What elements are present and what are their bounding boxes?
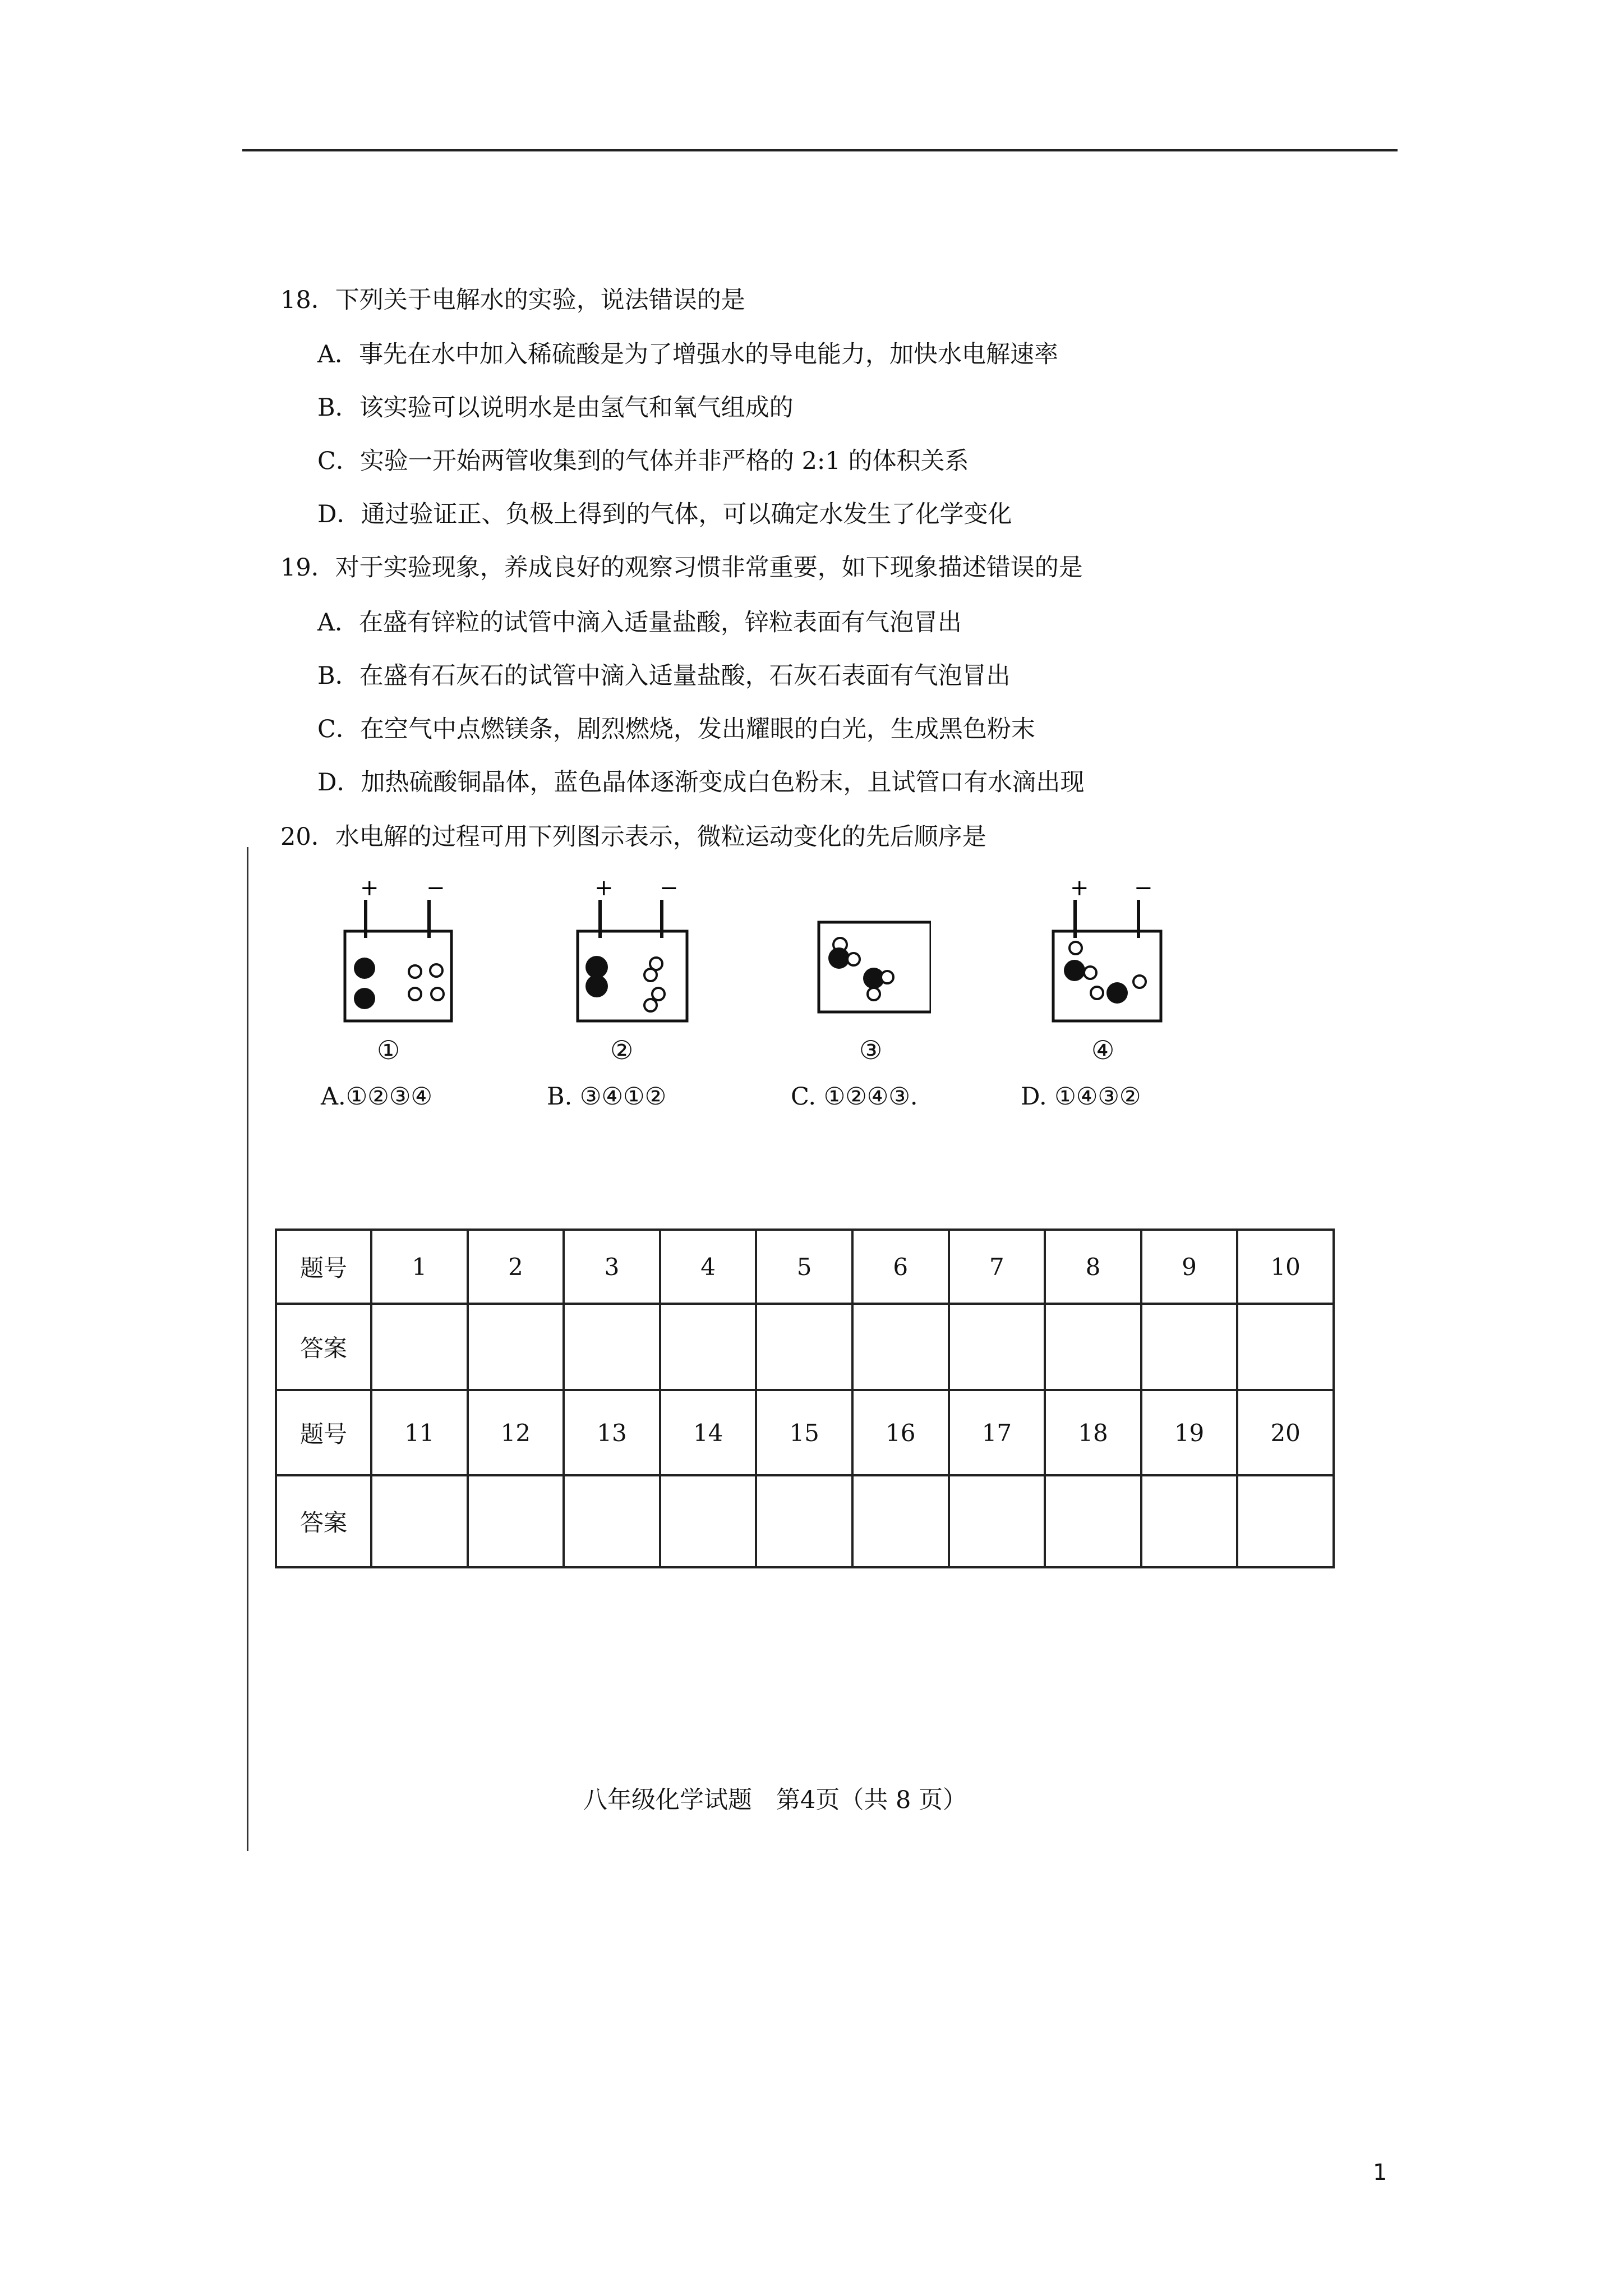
answer-cell[interactable] [1237, 1475, 1334, 1567]
question-20-option-a: A.①②③④ [321, 1083, 432, 1111]
answer-cell[interactable] [468, 1304, 564, 1390]
question-20-stem: 20．水电解的过程可用下列图示表示，微粒运动变化的先后顺序是 [280, 823, 986, 851]
question-19-option-d: D．加热硫酸铜晶体，蓝色晶体逐渐变成白色粉末，且试管口有水滴出现 [317, 769, 1085, 797]
question-19-option-b: B．在盛有石灰石的试管中滴入适量盐酸，石灰石表面有气泡冒出 [317, 662, 1011, 690]
diagram-4-label: ④ [1091, 1035, 1115, 1065]
answer-cell[interactable] [564, 1304, 660, 1390]
question-number-cell: 1 [371, 1230, 468, 1304]
diagram-2-plus-sign: + [594, 875, 614, 901]
question-20-option-c: C. ①②④③. [791, 1083, 918, 1111]
diagram-4-plus-sign: + [1070, 875, 1089, 901]
electrolysis-diagrams [314, 875, 1211, 1077]
diagram-4 [1021, 875, 1166, 1065]
question-number-cell: 5 [756, 1230, 852, 1304]
diagram-2-svg [550, 875, 695, 1027]
diagram-1-plus-sign: + [360, 875, 379, 901]
diagram-1-minus-sign: − [426, 875, 445, 901]
answer-cell[interactable] [852, 1475, 949, 1567]
question-number-cell: 2 [468, 1230, 564, 1304]
answer-cell[interactable] [660, 1304, 757, 1390]
question-number-cell: 17 [949, 1390, 1045, 1475]
question-19-option-c: C．在空气中点燃镁条，剧烈燃烧，发出耀眼的白光，生成黑色粉末 [317, 715, 1035, 743]
question-number-cell: 12 [468, 1390, 564, 1475]
table-row-numbers-2 [276, 1390, 1334, 1475]
row-header-question-number: 题号 [276, 1230, 371, 1304]
question-number-cell: 7 [949, 1230, 1045, 1304]
question-number-cell: 6 [852, 1230, 949, 1304]
answer-cell[interactable] [756, 1304, 852, 1390]
question-number-cell: 15 [756, 1390, 852, 1475]
answer-cell[interactable] [949, 1475, 1045, 1567]
diagram-1-svg [314, 875, 460, 1027]
page-footer: 八年级化学试题 第4页（共 8 页） [583, 1786, 967, 1814]
answer-cell[interactable] [371, 1475, 468, 1567]
question-18-option-c: C．实验一开始两管收集到的气体并非严格的 2:1 的体积关系 [317, 447, 969, 475]
table-row-answers-1 [276, 1304, 1334, 1390]
top-rule [242, 149, 1398, 151]
question-number-cell: 3 [564, 1230, 660, 1304]
question-number-cell: 11 [371, 1390, 468, 1475]
answer-cell[interactable] [949, 1304, 1045, 1390]
question-18-option-b: B．该实验可以说明水是由氢气和氧气组成的 [317, 394, 794, 422]
diagram-2-minus-sign: − [660, 875, 679, 901]
answer-table [275, 1228, 1335, 1568]
question-number-cell: 14 [660, 1390, 757, 1475]
question-18-option-a: A．事先在水中加入稀硫酸是为了增强水的导电能力，加快水电解速率 [317, 341, 1059, 369]
row-header-answer: 答案 [276, 1304, 371, 1390]
diagram-4-minus-sign: − [1134, 875, 1153, 901]
diagram-2 [550, 875, 695, 1065]
question-number-cell: 8 [1045, 1230, 1141, 1304]
diagram-3-label: ③ [859, 1035, 883, 1065]
answer-cell[interactable] [1045, 1475, 1141, 1567]
question-20-option-b: B. ③④①② [547, 1083, 667, 1111]
question-19-option-a: A．在盛有锌粒的试管中滴入适量盐酸，锌粒表面有气泡冒出 [317, 609, 962, 637]
table-row-answers-2 [276, 1475, 1334, 1567]
question-number-cell: 16 [852, 1390, 949, 1475]
question-number-cell: 10 [1237, 1230, 1334, 1304]
diagram-3 [785, 875, 931, 1065]
question-18-stem: 18．下列关于电解水的实验，说法错误的是 [280, 286, 745, 314]
answer-cell[interactable] [564, 1475, 660, 1567]
row-header-answer: 答案 [276, 1475, 371, 1567]
answer-cell[interactable] [1045, 1304, 1141, 1390]
answer-cell[interactable] [756, 1475, 852, 1567]
diagram-3-svg [785, 875, 931, 1027]
diagram-2-label: ② [610, 1035, 634, 1065]
question-number-cell: 18 [1045, 1390, 1141, 1475]
table-row-numbers-1 [276, 1230, 1334, 1304]
diagram-1 [314, 875, 460, 1065]
question-19-stem: 19．对于实验现象，养成良好的观察习惯非常重要，如下现象描述错误的是 [280, 554, 1083, 582]
answer-cell[interactable] [468, 1475, 564, 1567]
row-header-question-number: 题号 [276, 1390, 371, 1475]
answer-cell[interactable] [371, 1304, 468, 1390]
answer-cell[interactable] [1237, 1304, 1334, 1390]
question-number-cell: 4 [660, 1230, 757, 1304]
diagram-4-svg [1021, 875, 1166, 1027]
page-number: 1 [1373, 2160, 1387, 2185]
answer-cell[interactable] [1141, 1475, 1238, 1567]
question-number-cell: 19 [1141, 1390, 1238, 1475]
question-18-option-d: D．通过验证正、负极上得到的气体，可以确定水发生了化学变化 [317, 500, 1012, 528]
diagram-1-label: ① [377, 1035, 400, 1065]
question-number-cell: 13 [564, 1390, 660, 1475]
answer-cell[interactable] [1141, 1304, 1238, 1390]
question-number-cell: 9 [1141, 1230, 1238, 1304]
left-margin-line [247, 847, 248, 1851]
answer-cell[interactable] [660, 1475, 757, 1567]
question-number-cell: 20 [1237, 1390, 1334, 1475]
answer-cell[interactable] [852, 1304, 949, 1390]
question-20-option-d: D. ①④③② [1021, 1083, 1141, 1111]
